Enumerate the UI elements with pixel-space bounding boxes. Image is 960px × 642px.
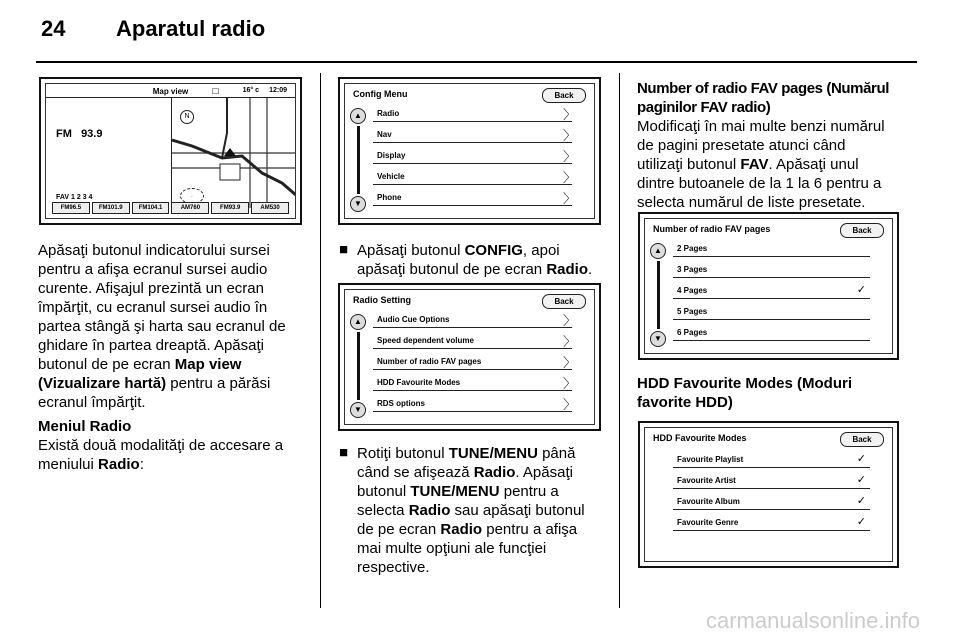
config-menu-title: Config Menu xyxy=(353,89,408,99)
bullet-icon: ■ xyxy=(339,444,349,461)
fav-pages-paragraph: Modificaţi în mai multe benzi numărul de pagini presetate atunci când utilizaţi butonul FAV. Apăsaţi unul dintre butoanele de la 1 la 6 pentru a selecta numărul de liste presetate. xyxy=(637,118,885,211)
fav-pages-label: FAV 1 2 3 4 xyxy=(56,194,93,201)
bullet-icon: ■ xyxy=(339,241,349,258)
preset-button[interactable]: FM96.5 xyxy=(52,202,90,214)
scroll-up-icon[interactable]: ▲ xyxy=(350,314,366,330)
compass-icon[interactable]: N xyxy=(180,110,194,124)
radio-menu-heading: Meniul Radio xyxy=(38,418,132,435)
hdd-modes-title: HDD Favourite Modes xyxy=(653,433,747,443)
page-title: Aparatul radio xyxy=(116,16,266,41)
header-rule xyxy=(36,61,917,63)
radio-setting-title: Radio Setting xyxy=(353,295,411,305)
chevron-right-icon: 〉 xyxy=(562,355,576,370)
preset-button[interactable]: FM104.1 xyxy=(132,202,170,214)
hdd-modes-screen xyxy=(644,427,893,562)
chevron-right-icon: 〉 xyxy=(562,191,576,206)
scroll-rail[interactable] xyxy=(357,126,360,194)
hdd-modes-heading: HDD Favourite Modes (Moduri favorite HDD) xyxy=(637,375,853,411)
chevron-right-icon: 〉 xyxy=(562,107,576,122)
option-3-pages[interactable]: 3 Pages xyxy=(673,262,870,278)
toggle-favourite-playlist[interactable]: Favourite Playlist ✓ xyxy=(673,452,870,468)
col1-paragraph-2: Există două modalităţi de accesare a meniului Radio: xyxy=(38,437,284,473)
clock-readout: 12:09 xyxy=(269,87,287,94)
menu-item-vehicle[interactable]: Vehicle 〉 xyxy=(373,169,572,185)
back-button[interactable]: Back xyxy=(542,88,586,103)
check-icon: ✓ xyxy=(856,453,866,465)
check-icon: ✓ xyxy=(856,516,866,528)
chevron-right-icon: 〉 xyxy=(562,128,576,143)
toggle-favourite-album[interactable]: Favourite Album ✓ xyxy=(673,494,870,510)
preset-bar xyxy=(52,202,289,214)
check-icon: ✓ xyxy=(856,284,866,296)
preset-button[interactable]: AM760 xyxy=(171,202,209,214)
chevron-right-icon: 〉 xyxy=(562,334,576,349)
scroll-down-icon[interactable]: ▼ xyxy=(650,331,666,347)
option-5-pages[interactable]: 5 Pages xyxy=(673,304,870,320)
chevron-right-icon: 〉 xyxy=(562,313,576,328)
back-button[interactable]: Back xyxy=(840,432,884,447)
column-divider-2 xyxy=(619,73,620,608)
menu-item-radio[interactable]: Radio 〉 xyxy=(373,106,572,122)
radio-setting-screen xyxy=(344,289,595,425)
watermark: carmanualsonline.info xyxy=(705,608,920,633)
menu-item-fav-pages[interactable]: Number of radio FAV pages 〉 xyxy=(373,354,572,370)
menu-item-nav[interactable]: Nav 〉 xyxy=(373,127,572,143)
option-6-pages[interactable]: 6 Pages xyxy=(673,325,870,341)
menu-item-display[interactable]: Display 〉 xyxy=(373,148,572,164)
page-number: 24 xyxy=(41,16,66,41)
scroll-up-icon[interactable]: ▲ xyxy=(350,108,366,124)
check-icon: ✓ xyxy=(856,495,866,507)
chevron-right-icon: 〉 xyxy=(562,149,576,164)
check-icon: ✓ xyxy=(856,474,866,486)
scroll-down-icon[interactable]: ▼ xyxy=(350,402,366,418)
option-4-pages[interactable]: 4 Pages ✓ xyxy=(673,283,870,299)
menu-item-audio-cue[interactable]: Audio Cue Options 〉 xyxy=(373,312,572,328)
toggle-favourite-artist[interactable]: Favourite Artist ✓ xyxy=(673,473,870,489)
temperature-readout: 16° c xyxy=(242,87,259,94)
preset-button[interactable]: FM101.9 xyxy=(92,202,130,214)
fav-pages-screen xyxy=(644,218,893,354)
map-view-screen xyxy=(45,83,296,219)
bullet-tune-menu: Rotiţi butonul TUNE/MENU până când se afişează Radio. Apăsaţi butonul TUNE/MENU pentru a selecta Radio sau apăsaţi butonul de pe ecran Radio pentru a afişa mai multe opţiuni ale funcţiei respective. xyxy=(357,445,585,576)
fav-pages-heading: Number of radio FAV pages (Numărul paginilor FAV radio) xyxy=(637,80,889,116)
config-menu-screenshot xyxy=(338,77,601,225)
menu-item-speed-volume[interactable]: Speed dependent volume 〉 xyxy=(373,333,572,349)
menu-item-phone[interactable]: Phone 〉 xyxy=(373,190,572,206)
config-menu-screen xyxy=(344,83,595,219)
chevron-right-icon: 〉 xyxy=(562,170,576,185)
chevron-right-icon: 〉 xyxy=(562,376,576,391)
radio-band: FM 93.9 xyxy=(56,128,103,140)
menu-item-rds-options[interactable]: RDS options 〉 xyxy=(373,396,572,412)
fav-pages-title: Number of radio FAV pages xyxy=(653,224,771,234)
preset-button[interactable]: FM93.9 xyxy=(211,202,249,214)
back-button[interactable]: Back xyxy=(542,294,586,309)
preset-button[interactable]: AM530 xyxy=(251,202,289,214)
map-view-title: Map view xyxy=(152,87,189,96)
scroll-rail[interactable] xyxy=(357,332,360,400)
bullet-config: Apăsaţi butonul CONFIG, apoi apăsaţi butonul de pe ecran Radio. xyxy=(357,242,593,278)
scroll-up-icon[interactable]: ▲ xyxy=(650,243,666,259)
option-2-pages[interactable]: 2 Pages xyxy=(673,241,870,257)
col1-paragraph-1: Apăsaţi butonul indicatorului sursei pentru a afişa ecranul sursei audio curente. Afişajul prezintă un ecran împărţit, cu ecranul sursei audio în partea stângă şi harta sau ecranul de ghidare în partea dreaptă. Apăsaţi butonul de pe ecran Map view (Vizualizare hartă) pentru a părăsi ecranul împărţit. xyxy=(38,242,286,411)
chevron-right-icon: 〉 xyxy=(562,397,576,412)
fav-pages-screenshot xyxy=(638,212,899,360)
radio-setting-screenshot xyxy=(338,283,601,431)
toggle-favourite-genre[interactable]: Favourite Genre ✓ xyxy=(673,515,870,531)
scroll-rail[interactable] xyxy=(657,261,660,329)
page-header xyxy=(0,0,960,62)
menu-item-hdd-modes[interactable]: HDD Favourite Modes 〉 xyxy=(373,375,572,391)
map-view-screenshot xyxy=(39,77,302,225)
hdd-modes-screenshot xyxy=(638,421,899,568)
scale-icon[interactable]: . xyxy=(180,188,204,204)
scroll-down-icon[interactable]: ▼ xyxy=(350,196,366,212)
phone-icon: ☐ xyxy=(212,87,220,96)
column-divider-1 xyxy=(320,73,321,608)
back-button[interactable]: Back xyxy=(840,223,884,238)
